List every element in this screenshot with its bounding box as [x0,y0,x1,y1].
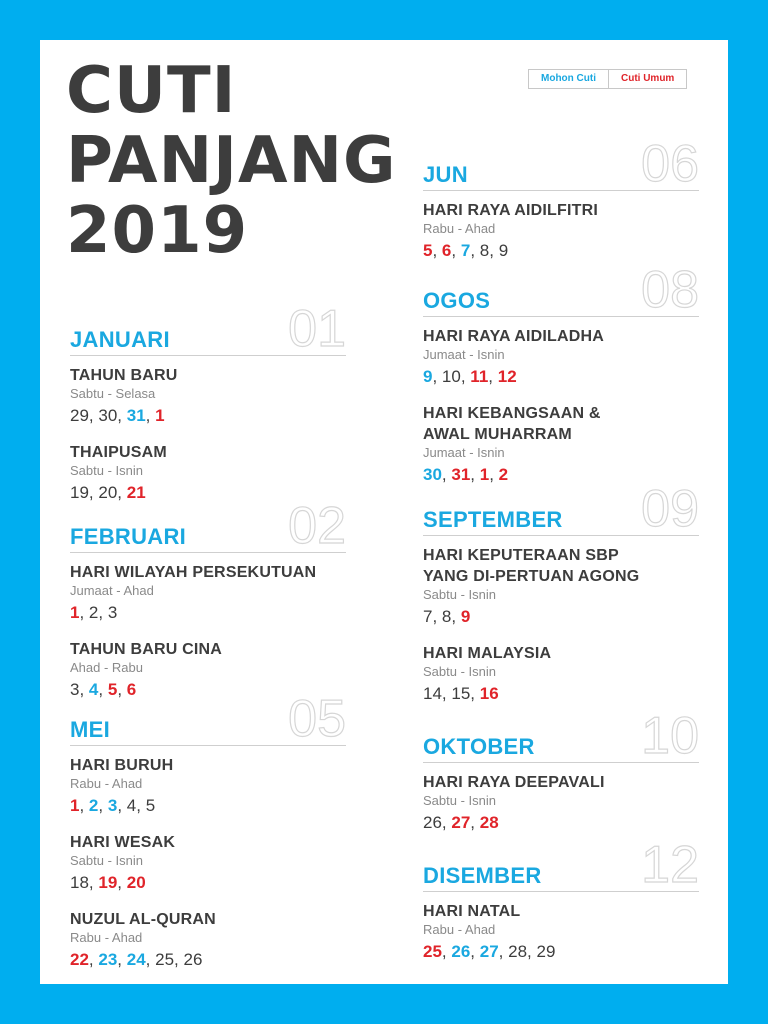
holiday-name: HARI RAYA DEEPAVALI [423,774,605,791]
date-weekend: 3 [107,603,118,622]
date-public-holiday: 6 [126,680,137,699]
date-weekend: 28 [508,942,528,961]
holiday-item [70,442,346,505]
month-block [70,690,346,972]
month-number: 09 [641,480,699,538]
date-public-holiday: 25 [423,942,442,961]
month-name: DISEMBER [423,863,542,888]
date-public-holiday: 2 [498,465,509,484]
holiday-name: HARI RAYA AIDILFITRI [423,202,598,219]
date-public-holiday: 9 [460,607,471,626]
date-weekend: 14 [423,684,442,703]
date-weekend: 29 [536,942,556,961]
month-block [423,480,699,706]
date-weekend: 15 [451,684,471,703]
holiday-days: Rabu - Ahad [70,776,143,791]
date-weekend: 29 [70,406,89,425]
date-separator: , [441,813,452,832]
date-separator: , [441,465,452,484]
date-public-holiday: 19 [98,873,118,892]
holiday-dates [70,601,346,625]
holiday-dates [423,239,699,263]
date-public-holiday: 31 [451,465,471,484]
holiday-item [70,755,346,818]
legend [528,69,687,89]
date-weekend: 26 [183,950,203,969]
date-apply-leave: 27 [479,942,499,961]
holiday-days: Rabu - Ahad [70,930,143,945]
month-name: SEPTEMBER [423,507,563,532]
date-separator: , [432,367,442,386]
title-line-2: PANJANG [66,124,397,198]
date-separator: , [117,796,127,815]
date-apply-leave: 7 [460,241,471,260]
date-separator: , [441,684,452,703]
date-separator: , [432,607,442,626]
calendar-card [40,40,728,984]
holiday-name: TAHUN BARU [70,367,178,384]
holiday-item [70,562,346,625]
date-separator: , [432,241,442,260]
holiday-name: HARI KEBANGSAAN & AWAL MUHARRAM [423,405,601,443]
date-separator: , [174,950,184,969]
date-weekend: 3 [70,680,80,699]
date-separator: , [470,942,480,961]
month-number: 08 [641,261,699,319]
date-apply-leave: 26 [451,942,471,961]
holiday-item [423,772,699,835]
date-separator: , [79,680,89,699]
date-separator: , [88,950,99,969]
date-weekend: 19 [70,483,89,502]
month-name: OKTOBER [423,734,535,759]
date-weekend: 5 [145,796,156,815]
holiday-dates [423,811,699,835]
holiday-days: Jumaat - Isnin [423,347,505,362]
month-header [423,480,699,538]
holiday-name: THAIPUSAM [70,444,167,461]
date-separator: , [117,406,127,425]
date-separator: , [136,796,146,815]
date-weekend: 2 [88,603,99,622]
date-separator: , [88,406,99,425]
date-public-holiday: 11 [470,367,489,386]
holiday-name: NUZUL AL-QURAN [70,911,216,928]
date-apply-leave: 9 [423,367,433,386]
date-weekend: 20 [98,483,118,502]
title-line-1: CUTI [66,54,237,128]
month-block [423,261,699,487]
month-name: OGOS [423,288,491,313]
holiday-name: HARI MALAYSIA [423,645,552,662]
legend-apply-leave: Mohon Cuti [529,70,609,88]
page-title [66,56,397,266]
holiday-item [70,909,346,972]
date-weekend: 18 [70,873,89,892]
holiday-name: TAHUN BARU CINA [70,641,223,658]
date-separator: , [451,241,461,260]
date-separator: , [117,950,127,969]
date-separator: , [470,465,480,484]
date-separator: , [470,813,480,832]
title-line-3: 2019 [66,194,249,268]
date-separator: , [98,796,108,815]
date-public-holiday: 21 [126,483,146,502]
holiday-days: Sabtu - Isnin [423,793,496,808]
date-public-holiday: 16 [479,684,499,703]
month-number: 12 [641,836,699,894]
date-public-holiday: 12 [497,367,517,386]
holiday-dates [423,682,699,706]
holiday-dates [423,365,699,389]
date-separator: , [98,680,108,699]
date-public-holiday: 22 [70,950,89,969]
date-apply-leave: 30 [423,465,442,484]
holiday-name: HARI WESAK [70,834,176,851]
month-header [423,836,699,894]
date-public-holiday: 28 [479,813,499,832]
date-weekend: 9 [498,241,509,260]
date-public-holiday: 5 [107,680,118,699]
date-weekend: 7 [423,607,433,626]
legend-public-holiday: Cuti Umum [620,73,675,84]
date-separator: , [79,796,89,815]
holiday-days: Ahad - Rabu [70,660,143,675]
holiday-item [423,326,699,389]
month-header [423,135,699,193]
month-header [423,261,699,319]
holiday-dates [70,404,346,428]
date-public-holiday: 1 [70,796,80,815]
date-apply-leave: 24 [126,950,146,969]
month-number: 10 [641,707,699,765]
date-separator: , [489,465,499,484]
month-header [70,300,346,358]
holiday-item [423,901,699,964]
date-separator: , [470,684,480,703]
holiday-days: Rabu - Ahad [423,922,496,937]
holiday-days: Jumaat - Ahad [70,583,154,598]
date-separator: , [498,942,509,961]
date-separator: , [470,241,480,260]
holiday-dates [70,794,346,818]
date-weekend: 26 [423,813,442,832]
holiday-days: Sabtu - Isnin [423,664,496,679]
date-separator: , [460,367,471,386]
date-separator: , [451,607,461,626]
date-public-holiday: 5 [423,241,433,260]
month-header [70,690,346,748]
month-name: FEBRUARI [70,524,187,549]
month-name: JUN [423,162,468,187]
holiday-dates [423,605,699,629]
date-separator: , [98,603,108,622]
month-name: MEI [70,717,111,742]
holiday-item [70,365,346,428]
month-block [70,497,346,702]
date-separator: , [441,942,452,961]
holiday-name: HARI RAYA AIDILADHA [423,328,605,345]
holiday-item [423,200,699,263]
date-apply-leave: 3 [107,796,118,815]
date-apply-leave: 2 [88,796,99,815]
date-separator: , [117,680,127,699]
month-number: 05 [288,690,346,748]
date-apply-leave: 31 [126,406,146,425]
holiday-item [423,643,699,706]
date-public-holiday: 1 [479,465,490,484]
holiday-days: Sabtu - Isnin [423,587,496,602]
date-weekend: 25 [155,950,175,969]
month-block [423,135,699,263]
holiday-days: Jumaat - Isnin [423,445,505,460]
month-number: 06 [641,135,699,193]
date-separator: , [145,950,156,969]
holiday-item [423,403,699,487]
holiday-name: HARI KEPUTERAAN SBP YANG DI-PERTUAN AGONG [423,547,640,585]
holiday-dates [70,948,346,972]
month-header [423,707,699,765]
month-block [423,707,699,835]
holiday-name: HARI BURUH [70,757,174,774]
date-public-holiday: 1 [155,406,165,425]
date-public-holiday: 6 [441,241,452,260]
date-apply-leave: 4 [88,680,99,699]
holiday-name: HARI NATAL [423,903,521,920]
holiday-item [70,832,346,895]
date-separator: , [488,367,498,386]
date-separator: , [145,406,156,425]
date-separator: , [117,483,127,502]
date-public-holiday: 1 [70,603,80,622]
date-weekend: 10 [441,367,461,386]
date-public-holiday: 20 [126,873,146,892]
month-header [70,497,346,555]
date-separator: , [117,873,127,892]
date-weekend: 4 [126,796,137,815]
holiday-days: Sabtu - Selasa [70,386,156,401]
month-number: 02 [288,497,346,555]
date-weekend: 30 [98,406,118,425]
date-public-holiday: 27 [451,813,471,832]
holiday-dates [70,871,346,895]
holiday-days: Sabtu - Isnin [70,463,143,478]
date-separator: , [88,873,99,892]
date-apply-leave: 23 [98,950,118,969]
month-block [423,836,699,964]
month-block [70,300,346,505]
holiday-days: Sabtu - Isnin [70,853,143,868]
date-separator: , [79,603,89,622]
date-separator: , [527,942,537,961]
holiday-item [423,545,699,629]
holiday-dates [423,940,699,964]
date-weekend: 8 [441,607,452,626]
month-number: 01 [288,300,346,358]
holiday-name: HARI WILAYAH PERSEKUTUAN [70,564,317,581]
holiday-days: Rabu - Ahad [423,221,496,236]
date-separator: , [88,483,99,502]
date-separator: , [489,241,499,260]
month-name: JANUARI [70,327,170,352]
date-weekend: 8 [479,241,490,260]
